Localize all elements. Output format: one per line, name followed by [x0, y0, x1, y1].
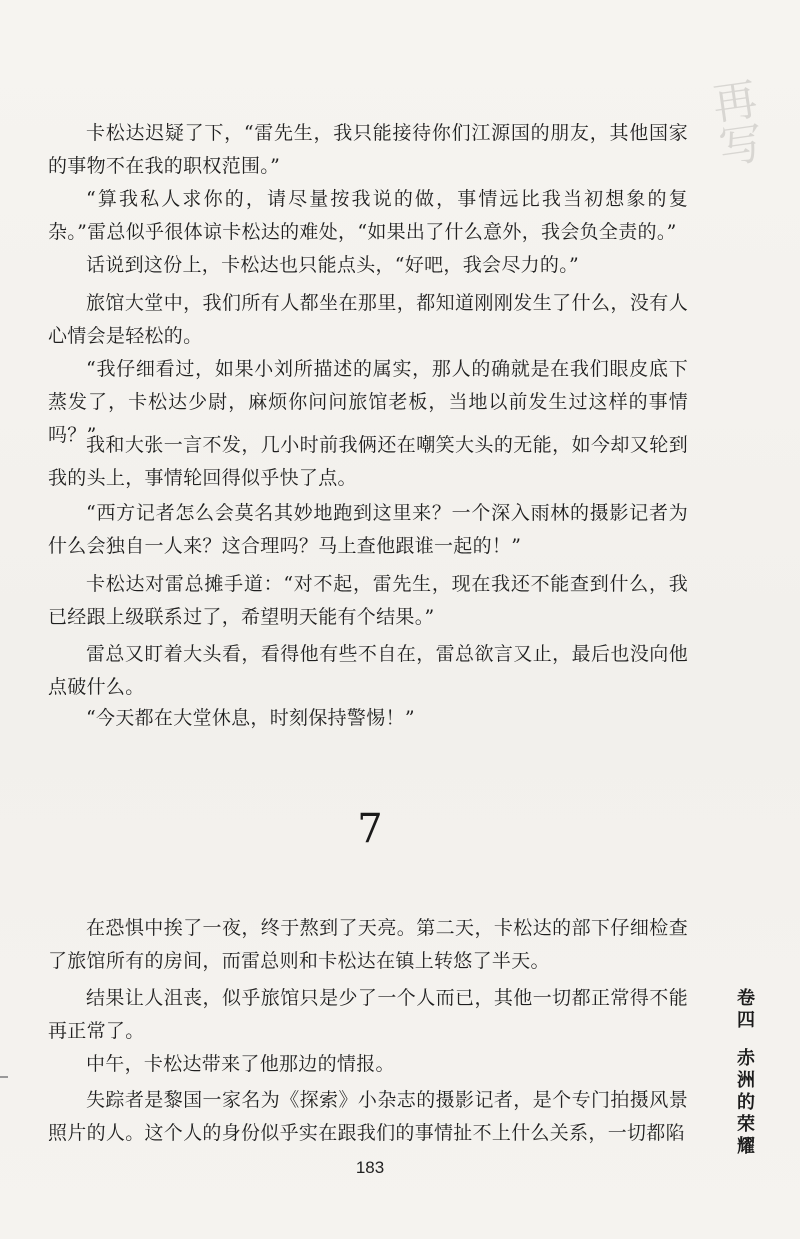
paragraph: 卡松达迟疑了下，“雷先生，我只能接待你们江源国的朋友，其他国家的事物不在我的职权范围。” — [48, 122, 688, 177]
paragraph: 结果让人沮丧，似乎旅馆只是少了一个人而已，其他一切都正常得不能再正常了。 — [48, 987, 688, 1042]
chapter-number: 7 — [357, 806, 383, 852]
paragraph: 雷总又盯着大头看，看得他有些不自在，雷总欲言又止，最后也没向他点破什么。 — [48, 643, 688, 698]
paragraph: 失踪者是黎国一家名为《探索》小杂志的摄影记者，是个专门拍摄风景照片的人。这个人的身份似乎实在跟我们的事情扯不上什么关系，一切都陷 — [48, 1089, 688, 1144]
paragraph: “今天都在大堂休息，时刻保持警惕！” — [86, 707, 415, 729]
running-title — [727, 988, 761, 1158]
paragraph: 在恐惧中挨了一夜，终于熬到了天亮。第二天，卡松达的部下仔细检查了旅馆所有的房间，而雷总则和卡松达在镇上转悠了半天。 — [48, 917, 688, 972]
volume-name: 赤洲的荣耀 — [734, 1048, 755, 1158]
paragraph: “我仔细看过，如果小刘所描述的属实，那人的确就是在我们眼皮底下蒸发了，卡松达少尉，麻烦你问问旅馆老板，当地以前发生过这样的事情吗？” — [48, 358, 688, 446]
paragraph: 旅馆大堂中，我们所有人都坐在那里，都知道刚刚发生了什么，没有人心情会是轻松的。 — [48, 292, 688, 347]
paragraph: 卡松达对雷总摊手道：“对不起，雷先生，现在我还不能查到什么，我已经跟上级联系过了，希望明天能有个结果。” — [48, 573, 688, 628]
page-number: 183 — [355, 1158, 385, 1177]
paragraph: 话说到这份上，卡松达也只能点头，“好吧，我会尽力的。” — [86, 254, 580, 276]
paragraph: 我和大张一言不发，几小时前我俩还在嘲笑大头的无能，如今却又轮到我的头上，事情轮回得似乎快了点。 — [48, 434, 688, 489]
paragraph: “西方记者怎么会莫名其妙地跑到这里来？一个深入雨林的摄影记者为什么会独自一人来？这合理吗？马上查他跟谁一起的！” — [48, 502, 688, 557]
watermark: 再写 — [709, 73, 769, 175]
volume-label: 卷四 — [734, 988, 755, 1032]
margin-mark — [0, 1076, 8, 1078]
paragraph: 中午，卡松达带来了他那边的情报。 — [86, 1053, 395, 1075]
paragraph: “算我私人求你的，请尽量按我说的做，事情远比我当初想象的复杂。”雷总似乎很体谅卡松达的难处，“如果出了什么意外，我会负全责的。” — [48, 188, 688, 243]
